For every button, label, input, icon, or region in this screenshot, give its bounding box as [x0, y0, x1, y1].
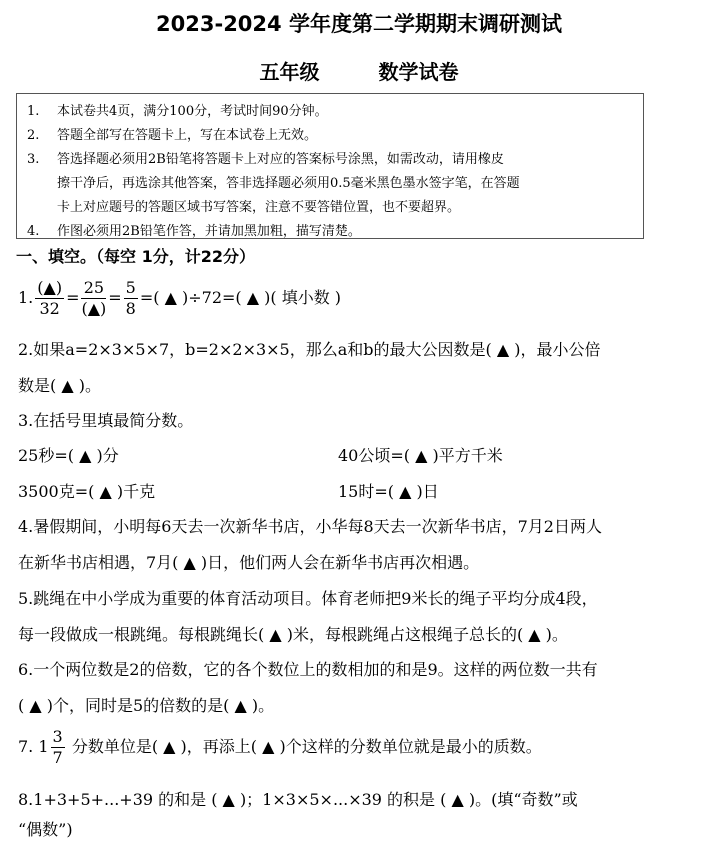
fraction-numerator: 5	[125, 278, 136, 297]
q1-tail: =( ▲ )÷72=( ▲ )( 填小数 )	[139, 288, 342, 307]
notice-text: 作图必须用2B铅笔作答，并请加黑加粗，描写清楚。	[57, 224, 361, 239]
fraction-denominator: (▲)	[81, 299, 107, 318]
q3-item-d: 15时=( ▲ )日	[338, 482, 439, 501]
question-8-line-2: “偶数”)	[18, 820, 73, 839]
equals-sign: =	[108, 288, 122, 307]
q1-fraction-3	[124, 278, 138, 319]
q3-item-c: 3500克=( ▲ )千克	[18, 482, 156, 501]
fraction-denominator: 7	[52, 748, 63, 767]
question-6-line-1: 6.一个两位数是2的倍数，它的各个数位上的数相加的和是9。这样的两位数一共有	[18, 660, 598, 679]
question-8-line-1: 8.1+3+5+...+39 的和是 ( ▲ )；1×3×5×...×39 的积是 ( ▲ )。(填“奇数”或	[18, 790, 578, 809]
notice-continuation: 卡上对应题号的答题区域书写答案，注意不要答错位置，也不要超界。	[57, 200, 461, 215]
notice-item	[27, 124, 633, 148]
question-4-line-1: 4.暑假期间，小明每6天去一次新华书店，小华每8天去一次新华书店，7月2日两人	[18, 517, 602, 536]
question-4-line-2: 在新华书店相遇，7月( ▲ )日，他们两人会在新华书店再次相遇。	[18, 553, 480, 572]
question-5-line-1: 5.跳绳在中小学成为重要的体育活动项目。体育老师把9米长的绳子平均分成4段，	[18, 589, 598, 608]
q7-label: 7.	[18, 737, 34, 756]
q7-tail: 分数单位是( ▲ )，再添上( ▲ )个这样的分数单位就是最小的质数。	[71, 737, 542, 756]
question-2-line-2: 数是( ▲ )。	[18, 376, 101, 395]
notice-item	[27, 148, 633, 172]
notice-text: 答题全部写在答题卡上，写在本试卷上无效。	[57, 128, 318, 143]
notice-item	[27, 100, 633, 124]
subject-label: 数学试卷	[378, 60, 459, 84]
exam-subtitle	[0, 56, 718, 85]
q1-fraction-2	[81, 278, 106, 319]
notice-item	[27, 220, 633, 244]
question-5-line-2: 每一段做成一根跳绳。每根跳绳长( ▲ )米，每根跳绳占这根绳子总长的( ▲ )。	[18, 625, 568, 644]
q1-label: 1.	[18, 288, 34, 307]
exam-title: 2023-2024 学年度第二学期期末调研测试	[156, 12, 562, 36]
question-6-line-2: ( ▲ )个，同时是5的倍数的是( ▲ )。	[18, 696, 275, 715]
instructions-box	[16, 93, 644, 239]
question-1	[18, 278, 341, 319]
notice-number: 1.	[27, 104, 40, 119]
section-heading: 一、填空。（每空 1分，计22分）	[16, 247, 255, 266]
notice-number: 2.	[27, 128, 40, 143]
notice-number: 4.	[27, 224, 40, 239]
q7-fraction	[51, 727, 65, 768]
fraction-denominator: 32	[39, 299, 60, 318]
notice-number: 3.	[27, 152, 40, 167]
question-7	[18, 727, 542, 768]
equals-sign: =	[66, 288, 80, 307]
fraction-numerator: 3	[52, 727, 63, 746]
notice-text: 本试卷共4页，满分100分，考试时间90分钟。	[57, 104, 328, 119]
q3-item-a: 25秒=( ▲ )分	[18, 446, 119, 465]
fraction-numerator: (▲)	[37, 278, 63, 297]
fraction-numerator: 25	[81, 278, 106, 299]
notice-continuation: 擦干净后，再选涂其他答案，答非选择题必须用0.5毫米黑色墨水签字笔，在答题	[57, 176, 520, 191]
fraction-denominator: 8	[125, 299, 136, 318]
question-2-line-1: 2.如果a=2×3×5×7，b=2×2×3×5，那么a和b的最大公因数是( ▲ )，最小公倍	[18, 340, 601, 359]
q3-item-b: 40公顷=( ▲ )平方千米	[338, 446, 503, 465]
notice-text: 答选择题必须用2B铅笔将答题卡上对应的答案标号涂黑，如需改动，请用橡皮	[57, 152, 504, 167]
q1-fraction-1	[35, 278, 64, 319]
mixed-number-whole: 1	[38, 737, 49, 756]
grade-label: 五年级	[259, 60, 320, 84]
question-3: 3.在括号里填最简分数。	[18, 411, 194, 430]
